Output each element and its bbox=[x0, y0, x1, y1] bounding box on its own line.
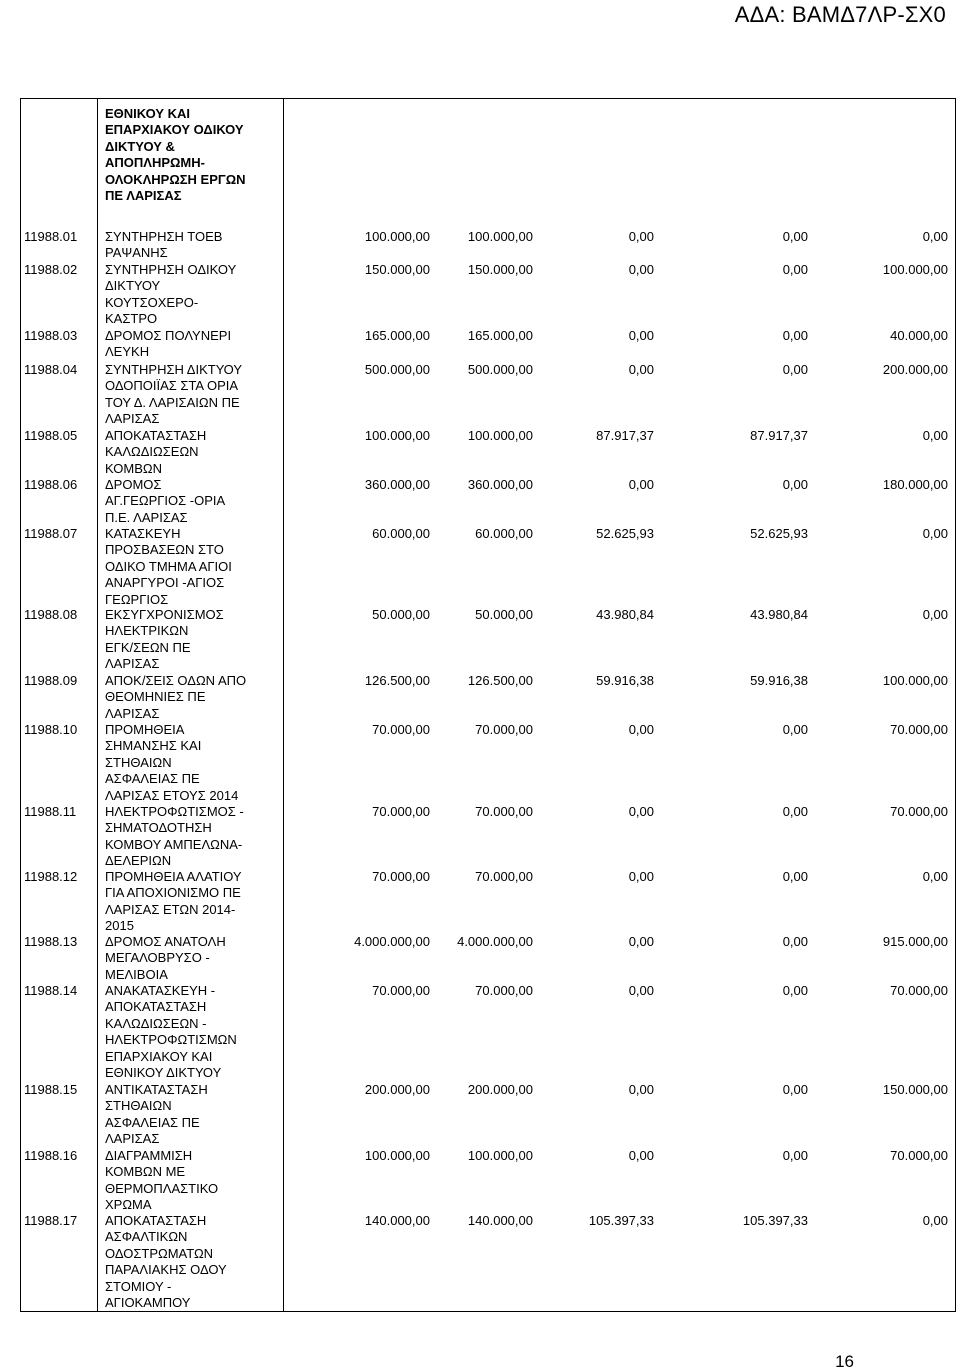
section-title bbox=[105, 106, 285, 204]
row-amount-col-2: 70.000,00 bbox=[475, 804, 533, 819]
row-description-line: ΤΟΥ Δ. ΛΑΡΙΣΑΙΩΝ ΠΕ bbox=[105, 394, 240, 410]
row-description bbox=[105, 477, 275, 526]
row-amount-col-4: 105.397,33 bbox=[742, 1213, 808, 1228]
row-description-line: ΕΠΑΡΧΙΑΚΟΥ ΚΑΙ bbox=[105, 1048, 213, 1064]
row-description-line: ΣΤΟΜΙΟΥ - bbox=[105, 1278, 172, 1294]
row-description-line: ΛΕΥΚΗ bbox=[105, 344, 150, 360]
row-amount-col-5: 100.000,00 bbox=[882, 262, 948, 277]
row-amount-col-1: 100.000,00 bbox=[364, 1148, 430, 1163]
row-description-line: ΗΛΕΚΤΡΟΦΩΤΙΣΜΩΝ bbox=[105, 1032, 237, 1048]
row-description-line: ΑΣΦΑΛΕΙΑΣ ΠΕ bbox=[105, 1114, 200, 1130]
row-description-line: ΛΑΡΙΣΑΣ bbox=[105, 705, 160, 721]
row-amount-col-5: 0,00 bbox=[922, 607, 948, 622]
row-amount-col-4: 0,00 bbox=[782, 262, 808, 277]
row-description-line: ΕΚΣΥΓΧΡΟΝΙΣΜΟΣ bbox=[105, 607, 224, 622]
row-description-line: ΣΤΗΘΑΙΩΝ bbox=[105, 1098, 172, 1114]
row-description-line: ΚΟΜΒΩΝ bbox=[105, 460, 162, 476]
row-description-line: ΔΙΚΤΥΟΥ bbox=[105, 278, 161, 294]
row-description-line: ΑΓ.ΓΕΩΡΓΙΟΣ -ΟΡΙΑ bbox=[105, 493, 226, 509]
row-description-line: ΔΙΑΓΡΑΜΜΙΣΗ bbox=[105, 1148, 193, 1163]
row-description bbox=[105, 428, 275, 477]
row-amount-col-3: 43.980,84 bbox=[596, 607, 654, 622]
row-description-line: ΚΑΛΩΔΙΩΣΕΩΝ bbox=[105, 444, 199, 460]
row-description-line: ΛΑΡΙΣΑΣ ΕΤΟΥΣ 2014 bbox=[105, 787, 239, 803]
row-description bbox=[105, 722, 275, 804]
section-title-line: ΕΘΝΙΚΟΥ ΚΑΙ bbox=[105, 106, 190, 121]
row-code: 11988.02 bbox=[24, 262, 78, 277]
row-amount-col-5: 0,00 bbox=[922, 428, 948, 443]
row-code: 11988.13 bbox=[24, 934, 78, 949]
row-amount-col-1: 126.500,00 bbox=[364, 673, 430, 688]
row-amount-col-2: 70.000,00 bbox=[475, 722, 533, 737]
row-description-line: ΣΤΗΘΑΙΩΝ bbox=[105, 754, 172, 770]
row-description bbox=[105, 229, 275, 262]
row-description-line: ΑΠΟΚΑΤΑΣΤΑΣΗ bbox=[105, 999, 207, 1015]
row-description-line: Π.Ε. ΛΑΡΙΣΑΣ bbox=[105, 509, 188, 525]
row-code: 11988.08 bbox=[24, 607, 78, 622]
page-number: 16 bbox=[835, 1352, 854, 1371]
row-amount-col-2: 50.000,00 bbox=[475, 607, 533, 622]
row-description-line: ΑΝΤΙΚΑΤΑΣΤΑΣΗ bbox=[105, 1082, 208, 1097]
row-code: 11988.05 bbox=[24, 428, 78, 443]
row-description-line: ΑΓΙΟΚΑΜΠΟΥ bbox=[105, 1295, 191, 1311]
row-description bbox=[105, 262, 275, 328]
row-description-line: ΚΑΛΩΔΙΩΣΕΩΝ - bbox=[105, 1015, 207, 1031]
row-description-line: ΣΥΝΤΗΡΗΣΗ ΤΟΕΒ bbox=[105, 229, 223, 244]
row-description-line: ΗΛΕΚΤΡΟΦΩΤΙΣΜΟΣ - bbox=[105, 804, 244, 819]
row-description-line: ΚΟΜΒΟΥ ΑΜΠΕΛΩΝΑ- bbox=[105, 836, 243, 852]
row-amount-col-2: 360.000,00 bbox=[467, 477, 533, 492]
row-description bbox=[105, 673, 275, 722]
section-title-line: ΟΛΟΚΛΗΡΩΣΗ ΕΡΓΩΝ bbox=[105, 171, 246, 187]
row-code: 11988.04 bbox=[24, 362, 78, 377]
section-title-line: ΑΠΟΠΛΗΡΩΜΗ- bbox=[105, 155, 205, 171]
row-amount-col-3: 0,00 bbox=[628, 722, 654, 737]
row-amount-col-1: 4.000.000,00 bbox=[354, 934, 430, 949]
row-code: 11988.16 bbox=[24, 1148, 78, 1163]
column-divider-description bbox=[283, 98, 284, 1312]
row-amount-col-1: 70.000,00 bbox=[372, 722, 430, 737]
row-amount-col-3: 105.397,33 bbox=[588, 1213, 654, 1228]
row-description-line: ΚΟΥΤΣΟΧΕΡΟ- bbox=[105, 294, 199, 310]
section-title-line: ΔΙΚΤΥΟΥ & bbox=[105, 138, 175, 154]
row-amount-col-2: 100.000,00 bbox=[467, 1148, 533, 1163]
row-amount-col-5: 150.000,00 bbox=[882, 1082, 948, 1097]
row-description bbox=[105, 934, 275, 983]
row-amount-col-2: 165.000,00 bbox=[467, 328, 533, 343]
row-amount-col-4: 87.917,37 bbox=[750, 428, 808, 443]
row-code: 11988.15 bbox=[24, 1082, 78, 1097]
row-amount-col-3: 0,00 bbox=[628, 1148, 654, 1163]
row-amount-col-5: 70.000,00 bbox=[890, 804, 948, 819]
row-description-line: ΛΑΡΙΣΑΣ bbox=[105, 656, 160, 672]
row-description bbox=[105, 1148, 275, 1214]
row-description-line: ΚΑΣΤΡΟ bbox=[105, 311, 158, 327]
row-description-line: ΔΕΛΕΡΙΩΝ bbox=[105, 853, 172, 869]
row-description bbox=[105, 1082, 275, 1148]
row-code: 11988.14 bbox=[24, 983, 78, 998]
row-amount-col-3: 0,00 bbox=[628, 869, 654, 884]
row-code: 11988.07 bbox=[24, 526, 78, 541]
row-amount-col-4: 0,00 bbox=[782, 1148, 808, 1163]
row-description-line: ΓΕΩΡΓΙΟΣ bbox=[105, 591, 169, 607]
row-description-line: ΜΕΛΙΒΟΙΑ bbox=[105, 966, 168, 982]
section-title-line: ΠΕ ΛΑΡΙΣΑΣ bbox=[105, 188, 182, 204]
row-amount-col-2: 126.500,00 bbox=[467, 673, 533, 688]
row-code: 11988.01 bbox=[24, 229, 78, 244]
row-amount-col-2: 4.000.000,00 bbox=[457, 934, 533, 949]
row-description-line: ΘΕΡΜΟΠΛΑΣΤΙΚΟ bbox=[105, 1180, 219, 1196]
row-description bbox=[105, 983, 275, 1081]
row-amount-col-2: 500.000,00 bbox=[467, 362, 533, 377]
row-description-line: ΘΕΟΜΗΝΙΕΣ ΠΕ bbox=[105, 689, 206, 705]
row-amount-col-4: 52.625,93 bbox=[750, 526, 808, 541]
row-description-line: ΠΑΡΑΛΙΑΚΗΣ ΟΔΟΥ bbox=[105, 1262, 227, 1278]
row-amount-col-1: 70.000,00 bbox=[372, 983, 430, 998]
row-amount-col-1: 50.000,00 bbox=[372, 607, 430, 622]
row-amount-col-1: 150.000,00 bbox=[364, 262, 430, 277]
row-amount-col-3: 59.916,38 bbox=[596, 673, 654, 688]
row-amount-col-4: 0,00 bbox=[782, 1082, 808, 1097]
row-description bbox=[105, 526, 275, 608]
row-description-line: ΗΛΕΚΤΡΙΚΩΝ bbox=[105, 623, 189, 639]
row-amount-col-3: 0,00 bbox=[628, 983, 654, 998]
row-amount-col-2: 60.000,00 bbox=[475, 526, 533, 541]
row-amount-col-5: 0,00 bbox=[922, 869, 948, 884]
row-description-line: ΟΔΟΣΤΡΩΜΑΤΩΝ bbox=[105, 1245, 214, 1261]
row-amount-col-4: 0,00 bbox=[782, 722, 808, 737]
row-description-line: ΓΙΑ ΑΠΟΧΙΟΝΙΣΜΟ ΠΕ bbox=[105, 885, 241, 901]
row-code: 11988.11 bbox=[24, 804, 77, 819]
row-amount-col-1: 140.000,00 bbox=[364, 1213, 430, 1228]
row-amount-col-5: 0,00 bbox=[922, 229, 948, 244]
row-description bbox=[105, 328, 275, 361]
row-amount-col-5: 180.000,00 bbox=[882, 477, 948, 492]
row-description-line: ΟΔΟΠΟΙΪΑΣ ΣΤΑ ΟΡΙΑ bbox=[105, 378, 239, 394]
row-amount-col-2: 200.000,00 bbox=[467, 1082, 533, 1097]
section-title-line: ΕΠΑΡΧΙΑΚΟΥ ΟΔΙΚΟΥ bbox=[105, 122, 244, 138]
row-description-line: ΑΣΦΑΛΤΙΚΩΝ bbox=[105, 1229, 188, 1245]
row-description-line: ΕΘΝΙΚΟΥ ΔΙΚΤΥΟΥ bbox=[105, 1065, 222, 1081]
row-description-line: ΔΡΟΜΟΣ ΑΝΑΤΟΛΗ bbox=[105, 934, 226, 949]
row-amount-col-1: 360.000,00 bbox=[364, 477, 430, 492]
row-description-line: ΑΣΦΑΛΕΙΑΣ ΠΕ bbox=[105, 771, 200, 787]
row-amount-col-2: 150.000,00 bbox=[467, 262, 533, 277]
row-amount-col-4: 0,00 bbox=[782, 328, 808, 343]
row-amount-col-5: 70.000,00 bbox=[890, 1148, 948, 1163]
row-description-line: ΑΝΑΚΑΤΑΣΚΕΥΗ - bbox=[105, 983, 216, 998]
row-amount-col-5: 40.000,00 bbox=[890, 328, 948, 343]
row-amount-col-3: 0,00 bbox=[628, 262, 654, 277]
row-amount-col-2: 70.000,00 bbox=[475, 869, 533, 884]
row-amount-col-3: 0,00 bbox=[628, 328, 654, 343]
row-description-line: ΧΡΩΜΑ bbox=[105, 1197, 152, 1213]
row-amount-col-1: 165.000,00 bbox=[364, 328, 430, 343]
row-amount-col-3: 87.917,37 bbox=[596, 428, 654, 443]
row-amount-col-5: 70.000,00 bbox=[890, 983, 948, 998]
row-amount-col-1: 500.000,00 bbox=[364, 362, 430, 377]
row-amount-col-4: 0,00 bbox=[782, 934, 808, 949]
row-amount-col-1: 70.000,00 bbox=[372, 804, 430, 819]
row-description-line: ΠΡΟΜΗΘΕΙΑ ΑΛΑΤΙΟΥ bbox=[105, 869, 242, 884]
row-amount-col-5: 915.000,00 bbox=[882, 934, 948, 949]
row-description-line: ΟΔΙΚΟ ΤΜΗΜΑ ΑΓΙΟΙ bbox=[105, 558, 232, 574]
row-amount-col-4: 0,00 bbox=[782, 983, 808, 998]
row-description-line: ΚΑΤΑΣΚΕΥΗ bbox=[105, 526, 181, 541]
row-description-line: ΠΡΟΣΒΑΣΕΩΝ ΣΤΟ bbox=[105, 542, 224, 558]
row-description-line: ΜΕΓΑΛΟΒΡΥΣΟ - bbox=[105, 950, 210, 966]
row-amount-col-2: 100.000,00 bbox=[467, 229, 533, 244]
row-code: 11988.06 bbox=[24, 477, 78, 492]
row-amount-col-4: 0,00 bbox=[782, 804, 808, 819]
row-description-line: ΠΡΟΜΗΘΕΙΑ bbox=[105, 722, 185, 737]
row-amount-col-3: 0,00 bbox=[628, 229, 654, 244]
document-ada-code: ΑΔΑ: ΒΑΜΔ7ΛΡ-ΣΧ0 bbox=[734, 2, 946, 27]
row-description-line: ΛΑΡΙΣΑΣ ΕΤΩΝ 2014- bbox=[105, 901, 236, 917]
row-amount-col-3: 0,00 bbox=[628, 804, 654, 819]
row-description-line: ΣΗΜΑΝΣΗΣ ΚΑΙ bbox=[105, 738, 202, 754]
row-amount-col-2: 100.000,00 bbox=[467, 428, 533, 443]
row-description-line: ΣΥΝΤΗΡΗΣΗ ΔΙΚΤΥΟΥ bbox=[105, 362, 243, 377]
row-code: 11988.03 bbox=[24, 328, 78, 343]
row-code: 11988.10 bbox=[24, 722, 78, 737]
row-amount-col-4: 43.980,84 bbox=[750, 607, 808, 622]
row-description-line: ΡΑΨΑΝΗΣ bbox=[105, 245, 168, 261]
row-amount-col-3: 0,00 bbox=[628, 477, 654, 492]
row-amount-col-5: 0,00 bbox=[922, 1213, 948, 1228]
row-amount-col-3: 52.625,93 bbox=[596, 526, 654, 541]
row-code: 11988.09 bbox=[24, 673, 78, 688]
row-amount-col-4: 0,00 bbox=[782, 362, 808, 377]
row-amount-col-4: 0,00 bbox=[782, 869, 808, 884]
row-amount-col-4: 0,00 bbox=[782, 477, 808, 492]
row-description-line: ΑΠΟΚ/ΣΕΙΣ ΟΔΩΝ ΑΠΟ bbox=[105, 673, 247, 688]
row-amount-col-2: 140.000,00 bbox=[467, 1213, 533, 1228]
row-description-line: ΕΓΚ/ΣΕΩΝ ΠΕ bbox=[105, 639, 191, 655]
row-amount-col-3: 0,00 bbox=[628, 934, 654, 949]
row-amount-col-5: 200.000,00 bbox=[882, 362, 948, 377]
row-description-line: ΣΥΝΤΗΡΗΣΗ ΟΔΙΚΟΥ bbox=[105, 262, 237, 277]
row-amount-col-4: 59.916,38 bbox=[750, 673, 808, 688]
row-description-line: ΑΝΑΡΓΥΡΟΙ -ΑΓΙΟΣ bbox=[105, 575, 225, 591]
row-description-line: ΔΡΟΜΟΣ ΠΟΛΥΝΕΡΙ bbox=[105, 328, 232, 343]
row-description-line: ΣΗΜΑΤΟΔΟΤΗΣΗ bbox=[105, 820, 212, 836]
row-amount-col-1: 70.000,00 bbox=[372, 869, 430, 884]
row-description bbox=[105, 869, 275, 935]
row-description bbox=[105, 607, 275, 673]
row-amount-col-1: 200.000,00 bbox=[364, 1082, 430, 1097]
row-code: 11988.17 bbox=[24, 1213, 78, 1228]
row-amount-col-1: 100.000,00 bbox=[364, 428, 430, 443]
row-code: 11988.12 bbox=[24, 869, 78, 884]
row-description-line: ΔΡΟΜΟΣ bbox=[105, 477, 162, 492]
row-description bbox=[105, 362, 275, 428]
row-description-line: ΛΑΡΙΣΑΣ bbox=[105, 411, 160, 427]
row-description bbox=[105, 1213, 275, 1311]
column-divider-code bbox=[97, 98, 98, 1312]
row-amount-col-2: 70.000,00 bbox=[475, 983, 533, 998]
row-amount-col-4: 0,00 bbox=[782, 229, 808, 244]
row-amount-col-1: 100.000,00 bbox=[364, 229, 430, 244]
row-amount-col-1: 60.000,00 bbox=[372, 526, 430, 541]
row-description-line: 2015 bbox=[105, 918, 134, 934]
row-description-line: ΑΠΟΚΑΤΑΣΤΑΣΗ bbox=[105, 428, 207, 443]
row-amount-col-5: 100.000,00 bbox=[882, 673, 948, 688]
row-description bbox=[105, 804, 275, 870]
row-amount-col-3: 0,00 bbox=[628, 1082, 654, 1097]
row-amount-col-5: 0,00 bbox=[922, 526, 948, 541]
row-description-line: ΑΠΟΚΑΤΑΣΤΑΣΗ bbox=[105, 1213, 207, 1228]
row-amount-col-3: 0,00 bbox=[628, 362, 654, 377]
row-description-line: ΚΟΜΒΩΝ ΜΕ bbox=[105, 1164, 186, 1180]
row-amount-col-5: 70.000,00 bbox=[890, 722, 948, 737]
row-description-line: ΛΑΡΙΣΑΣ bbox=[105, 1131, 160, 1147]
